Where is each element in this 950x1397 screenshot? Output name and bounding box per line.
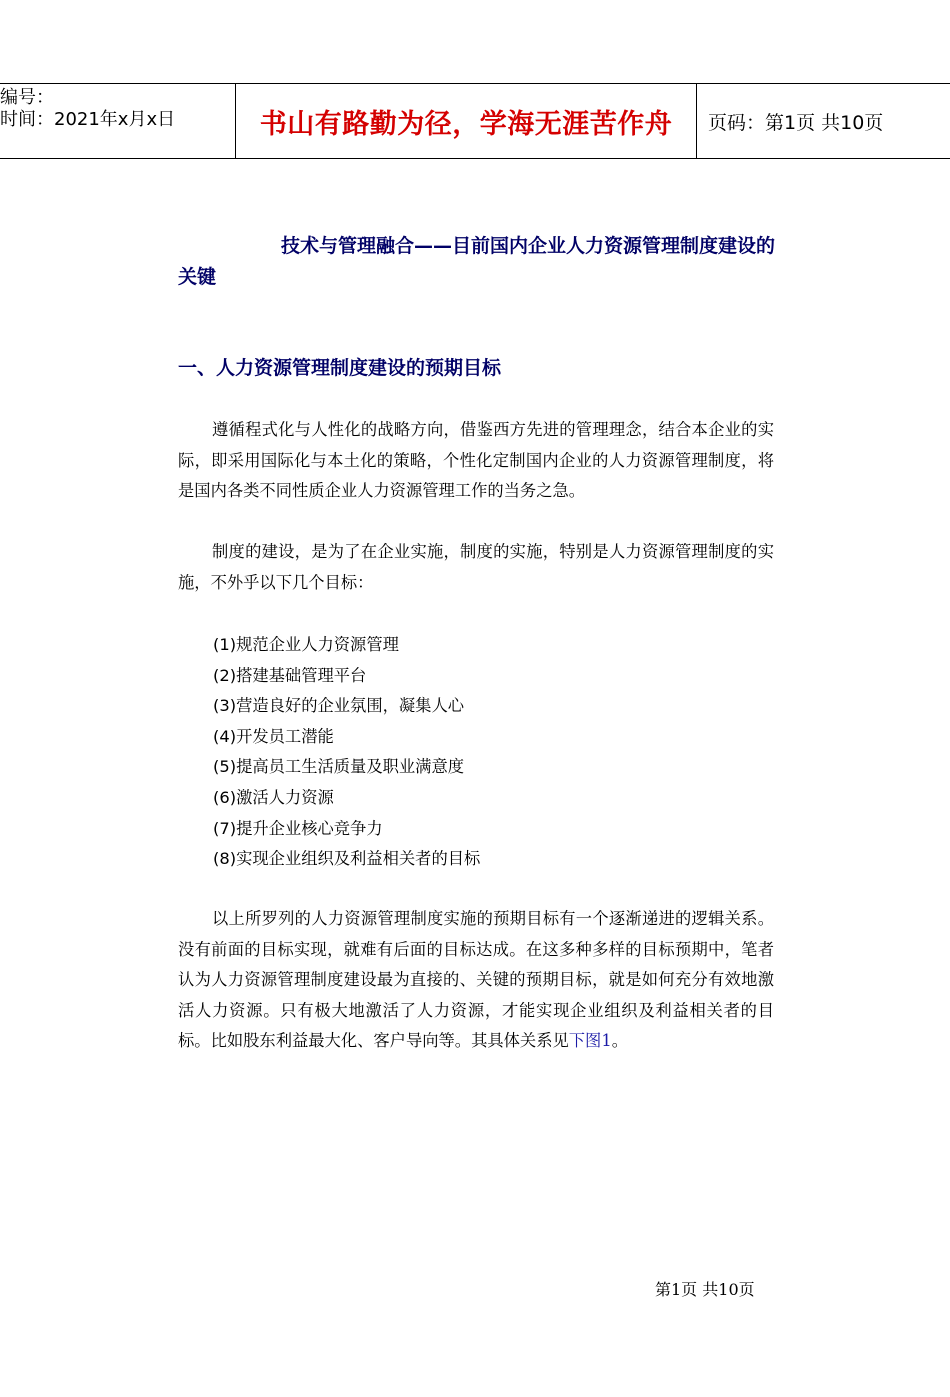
goals-list xyxy=(213,630,480,875)
paragraph: 遵循程式化与人性化的战略方向，借鉴西方先进的管理理念，结合本企业的实际，即采用国际化与本土化的策略，个性化定制国内企业的人力资源管理制度，将是国内各类不同性质企业人力资源管理工作的当务之急。 xyxy=(178,420,774,500)
header-table xyxy=(0,83,950,159)
paragraph: 制度的建设，是为了在企业实施，制度的实施，特别是人力资源管理制度的实施，不外乎以下几个目标： xyxy=(178,542,774,592)
list-item-number: (1) xyxy=(213,635,237,654)
list-item-text: 实现企业组织及利益相关者的目标 xyxy=(236,849,481,869)
paragraph xyxy=(178,904,774,1057)
list-item-number: (7) xyxy=(213,818,237,838)
document-number-label: 编号： xyxy=(0,87,54,108)
header-motto: 书山有路勤为径，学海无涯苦作舟 xyxy=(236,84,697,158)
list-item-text: 提升企业核心竞争力 xyxy=(236,818,383,838)
list-item-text: 搭建基础管理平台 xyxy=(236,665,367,685)
list-item-text: 提高员工生活质量及职业满意度 xyxy=(236,757,465,777)
list-item xyxy=(213,630,480,661)
list-item-number: (3) xyxy=(213,696,237,716)
figure-link[interactable]: 下图1 xyxy=(568,1031,612,1050)
document-time-label: 时间：2021年x月x日 xyxy=(0,109,176,130)
page-footer: 第1页 共10页 xyxy=(655,1280,755,1299)
list-item xyxy=(213,752,480,783)
header-page-info: 页码：第1页 共10页 xyxy=(708,111,884,134)
list-item xyxy=(213,844,480,875)
list-item-text: 营造良好的企业氛围，凝集人心 xyxy=(236,696,465,716)
paragraph-text: 以上所罗列的人力资源管理制度实施的预期目标有一个逐渐递进的逻辑关系。没有前面的目标实现，就难有后面的目标达成。在这多种多样的目标预期中，笔者认为人力资源管理制度建设最为直接的、关键的预期目标，就是如何充分有效地激活人力资源。只有极大地激活了人力资源，才能实现企业组织及利益相关者的目标。比如股东利益最大化、客户导向等。其具体关系见 xyxy=(178,909,774,1050)
header-info-cell xyxy=(0,84,236,158)
list-item-text: 规范企业人力资源管理 xyxy=(236,635,399,654)
list-item-number: (4) xyxy=(213,726,237,746)
list-item-text: 激活人力资源 xyxy=(236,787,334,807)
list-item-number: (5) xyxy=(213,757,237,777)
list-item-number: (8) xyxy=(213,849,237,869)
list-item-number: (6) xyxy=(213,787,237,807)
list-item xyxy=(213,814,480,845)
section-heading: 一、人力资源管理制度建设的预期目标 xyxy=(178,357,502,379)
list-item-text: 开发员工潜能 xyxy=(236,726,334,746)
list-item-number: (2) xyxy=(213,665,237,685)
list-item xyxy=(213,661,480,692)
paragraph-end: 。 xyxy=(611,1031,628,1050)
list-item xyxy=(213,783,480,814)
list-item xyxy=(213,691,480,722)
list-item xyxy=(213,722,480,753)
document-title: 技术与管理融合——目前国内企业人力资源管理制度建设的关键 xyxy=(178,235,776,288)
